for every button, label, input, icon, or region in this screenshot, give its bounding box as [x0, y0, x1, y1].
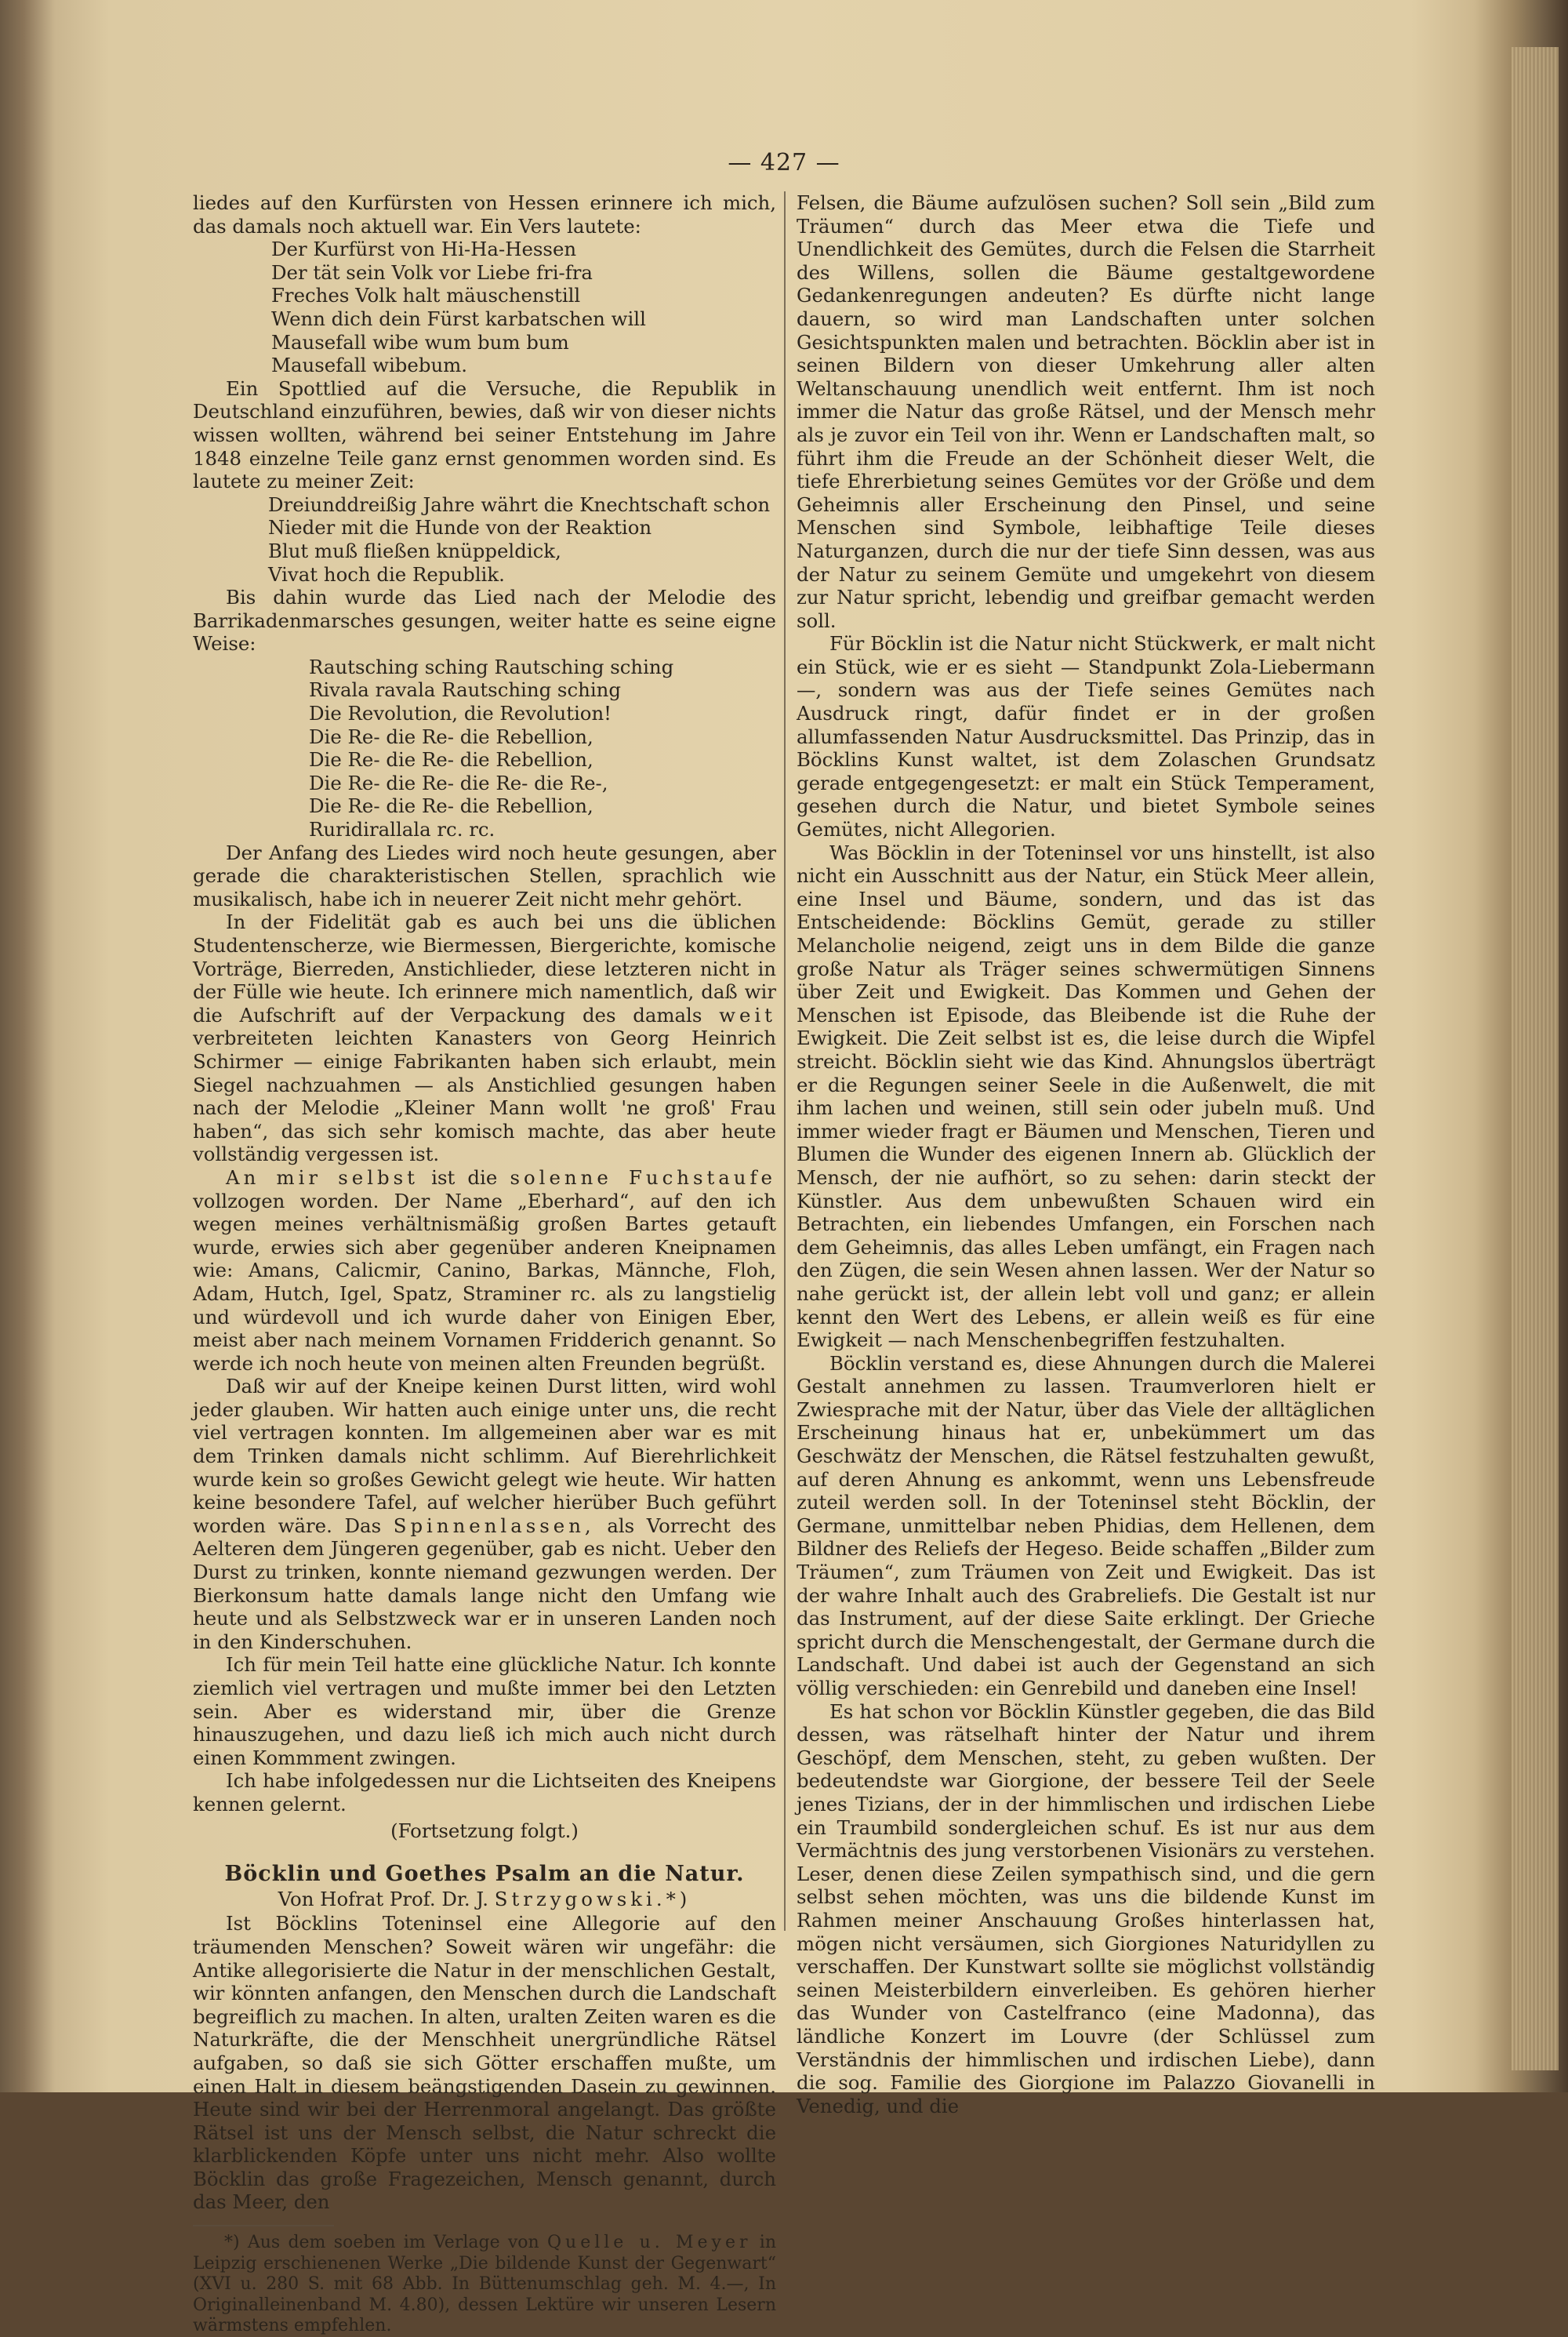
- text-run: vollzogen worden. Der Name „Eberhard“, auf den ich wegen meines verhältnismäßig großen Bartes getauft wurde, erwies sich aber gegenüber anderen Kneipnamen wie: Amans, Calicmir, Canino, Barkas, Männche, Floh, Adam, Hutch, Igel, Spatz, Straminer rc. als zu langstielig und würdevoll und ich wurde daher von Einigen Eber, meist aber nach meinem Vornamen Fridderich genannt. So werde ich noch heute von meinen alten Freunden begrüßt.: [193, 1189, 776, 1375]
- text-run: als Vorrecht des Aelteren dem Jüngeren gegenüber, gab es nicht. Ueber den Durst zu trinken, konnte niemand gezwungen werden. Der Bierkonsum hatte damals lange nicht den Umfang wie heute und als Selbstzweck war er in unseren Landen noch in den Kinderschuhen.: [193, 1514, 776, 1653]
- text-run: In der Fidelität gab es auch bei uns die üblichen Studentenscherze, wie Biermessen, Biergerichte, komische Vorträge, Bierreden, Anstichlieder, diese letzteren nicht in der Fülle wie heute. Ich erinnere mich namentlich, daß wir die Aufschrift auf der Verpackung des damals: [193, 910, 776, 1027]
- verse-line: Wenn dich dein Fürst karbatschen will: [271, 307, 646, 330]
- text-run: verbreiteten leichten Kanasters von Georg Heinrich Schirmer — einige Fabrikanten haben sich erlaubt, mein Siegel nachzuahmen — als Anstichlied gesungen haben nach der Melodie „Kleiner Mann wollt 'ne groß' Frau haben“, das sich sehr komisch machte, das aber heute vollständig vergessen ist.: [193, 1027, 776, 1166]
- footnote-text: [193, 2233, 776, 2337]
- verse-line: Die Re- die Re- die Rebellion,: [309, 794, 593, 818]
- verse-line: Mausefall wibebum.: [271, 354, 468, 377]
- verse-line: Mausefall wibe wum bum bum: [271, 330, 569, 354]
- left-column: [193, 191, 776, 2337]
- verse-line: Freches Volk halt mäuschenstill: [271, 284, 581, 307]
- paragraph: Ist Böcklins Toteninsel eine Allegorie auf den träumenden Menschen? Soweit wären wir ungefähr: die Antike allegorisierte die Natur in der menschlichen Gestalt, wir könnten anfangen, den Menschen durch die Landschaft begreiflich zu machen. In alten, uralten Zeiten waren es die Naturkräfte, die der Menschheit unergründliche Rätsel aufgaben, so daß sie sich Götter erschaffen mußte, um einen Halt in diesem beängstigenden Dasein zu gewinnen. Heute sind wir bei der Herrenmoral angelangt. Das größte Rätsel ist uns der Mensch selbst, die Natur schreckt die klarblickenden Köpfe unter uns nicht mehr. Also wollte Böcklin das große Fragezeichen, Mensch genannt, durch das Meer, den: [193, 1912, 776, 2214]
- spaced-text: Spinnenlassen,: [393, 1514, 595, 1537]
- paragraph: liedes auf den Kurfürsten von Hessen erinnere ich mich, das damals noch aktuell war. Ein Vers lautete:: [193, 191, 776, 238]
- page-number: — 427 —: [728, 149, 840, 176]
- article-title: Böcklin und Goethes Psalm an die Natur.: [224, 1862, 745, 1887]
- book-page-edges: [1512, 47, 1559, 2070]
- article-byline: [193, 1888, 776, 1911]
- verse-rebellion: [193, 656, 776, 841]
- paragraph: Was Böcklin in der Toteninsel vor uns hinstellt, ist also nicht ein Ausschnitt aus der Natur, ein Stück Meer allein, eine Insel und Bäume, sondern, und das ist das Entscheidende: Böcklins Gemüt, gerade zu stiller Melancholie neigend, zeigt uns in dem Bilde die ganze große Natur als Träger seines schwermütigen Sinnens über Zeit und Ewigkeit. Das Kommen und Gehen der Menschen ist Episode, das Bleibende ist die Ruhe der Ewigkeit. Die Zeit selbst ist es, die leise durch die Wipfel streicht. Böcklin sieht wie das Kind. Ahnungslos überträgt er die Regungen seiner Seele in die Außenwelt, die mit ihm lachen und weinen, still sein oder jubeln muß. Und immer wieder fragt er Bäumen und Menschen, Tieren und Blumen die Wunder des eigenen Innern ab. Glücklich der Mensch, der nie aufhört, so zu sehen: darin steckt der Künstler. Aus dem unbewußten Schauen wird ein Betrachten, ein liebendes Umfangen, ein Forschen nach dem Geheimnis, das alles Leben umfängt, ein Fragen nach den Zügen, die sein Wesen ahnen lassen. Wer der Natur so nahe gerückt ist, der allein lebt voll und ganz; er allein kennt den Wert des Lebens, er allein weiß es für eine Ewigkeit — nach Menschenbegriffen festzuhalten.: [797, 841, 1375, 1352]
- paragraph: Ein Spottlied auf die Versuche, die Republik in Deutschland einzuführen, bewies, daß wir von dieser nichts wissen wollten, während bei seiner Entstehung im Jahre 1848 einzelne Teile ganz ernst genommen worden sind. Es lautete zu meiner Zeit:: [193, 376, 776, 493]
- spaced-text: weit: [719, 1003, 776, 1027]
- paragraph: Für Böcklin ist die Natur nicht Stückwerk, er malt nicht ein Stück, wie er es sieht — Standpunkt Zola-Liebermann —, sondern was aus der Tiefe seines Gemütes nach Ausdruck ringt, dafür findet er in der großen allumfassenden Natur Ausdrucksmittel. Das Prinzip, das in Böcklins Kunst waltet, ist dem Zolaschen Grundsatz gerade entgegengesetzt: er malt ein Stück Temperament, gesehen durch die Natur, und bietet Symbole seines Gemütes, nicht Allegorien.: [797, 632, 1375, 841]
- verse-line: Der tät sein Volk vor Liebe fri-fra: [271, 260, 593, 284]
- verse-line: Der Kurfürst von Hi-Ha-Hessen: [271, 238, 577, 261]
- paragraph: Bis dahin wurde das Lied nach der Melodie des Barrikadenmarsches gesungen, weiter hatte es seine eigne Weise:: [193, 586, 776, 656]
- verse-line: Rivala ravala Rautsching sching: [309, 678, 621, 702]
- verse-line: Ruridirallala rc. rc.: [309, 818, 495, 841]
- continued-note: (Fortsetzung folgt.): [390, 1819, 579, 1842]
- paragraph: [193, 1375, 776, 1653]
- verse-republik: [193, 493, 776, 586]
- verse-line: Blut muß fließen knüppeldick,: [268, 539, 561, 562]
- column-divider: [784, 191, 786, 1931]
- verse-line: Dreiunddreißig Jahre währt die Knechtschaft schon: [268, 492, 771, 516]
- paragraph: Der Anfang des Liedes wird noch heute gesungen, aber gerade die charakteristischen Stellen, sprachlich wie musikalisch, habe ich in neuerer Zeit nicht mehr gehört.: [193, 841, 776, 910]
- paragraph: Böcklin verstand es, diese Ahnungen durch die Malerei Gestalt annehmen zu lassen. Traumverloren hielt er Zwiesprache mit der Natur, über das Viele der alltäglichen Erscheinung hinaus hat er, unbekümmert um das Geschwätz der Menschen, die Rätsel festzuhalten gewußt, auf deren Ahnung es ankommt, wenn uns Lebensfreude zuteil werden soll. In der Toteninsel steht Böcklin, der Germane, unmittelbar neben Phidias, dem Hellenen, dem Bildner des Reliefs der Hegeso. Beide schaffen „Bilder zum Träumen“, zum Träumen von Zeit und Ewigkeit. Das ist der wahre Inhalt auch des Grabreliefs. Die Gestalt ist nur das Instrument, auf der diese Saite erklingt. Der Grieche spricht durch die Menschengestalt, der Germane durch die Landschaft. Und dabei ist auch der Gegenstand an sich völlig verschieden: ein Genrebild und daneben eine Insel!: [797, 1351, 1375, 1699]
- verse-line: Nieder mit die Hunde von der Reaktion: [268, 516, 652, 540]
- byline-prefix: Von Hofrat Prof. Dr. J.: [278, 1887, 489, 1910]
- byline-author: Strzygowski.*): [494, 1887, 691, 1910]
- text-run: *) Aus dem soeben im Verlage von: [224, 2233, 539, 2253]
- text-run: Daß wir auf der Kneipe keinen Durst litten, wird wohl jeder glauben. Wir hatten auch einige unter uns, die recht viel vertragen konnten. Im allgemeinen aber war es mit dem Trinken damals nicht schlimm. Auf Bierehrlichkeit wurde kein so großes Gewicht gelegt wie heute. Wir hatten keine besondere Tafel, auf welcher hierüber Buch geführt worden wäre. Das: [193, 1375, 776, 1537]
- spaced-text: An mir selbst: [226, 1165, 419, 1189]
- paragraph: Ich für mein Teil hatte eine glückliche Natur. Ich konnte ziemlich viel vertragen und mußte immer bei den Letzten sein. Aber es widerstand mir, über die Grenze hinauszugehen, und dazu ließ ich mich auch nicht durch einen Kommment zwingen.: [193, 1653, 776, 1769]
- verse-line: Rautsching sching Rautsching sching: [309, 655, 674, 678]
- verse-kurfuerst: [193, 238, 776, 377]
- paragraph: Felsen, die Bäume aufzulösen suchen? Soll sein „Bild zum Träumen“ durch das Meer etwa die Tiefe und Unendlichkeit des Gemütes, durch die Felsen die Starrheit des Willens, sollen die Bäume gestaltgewordene Gedankenregungen andeuten? Es dürfte nicht lange dauern, so wird man Landschaften unter solchen Gesichtspunkten malen und betrachten. Böcklin aber ist in seinen Bildern von dieser Umkehrung aller alten Weltanschauung unendlich weit entfernt. Ihm ist noch immer die Natur das große Rätsel, und der Mensch mehr als je zuvor ein Teil von ihr. Wenn er Landschaften malt, so führt ihm die Freude an der Schönheit dieser Welt, die tiefe Ehrerbietung seines Gemütes vor der Größe und dem Geheimnis aller Erscheinung den Pinsel, und seine Menschen sind Symbole, leibhaftige Teile dieses Naturganzen, durch die nur der tiefe Sinn dessen, was aus der Natur zu seinem Gemüte und umgekehrt von diesem zur Natur spricht, lebendig und greifbar gemacht werden soll.: [797, 191, 1375, 632]
- paragraph: Ich habe infolgedessen nur die Lichtseiten des Kneipens kennen gelernt.: [193, 1769, 776, 1815]
- footnote: [193, 2233, 776, 2337]
- paragraph: [193, 910, 776, 1166]
- text-run: in Leipzig erschienenen Werke „Die bildende Kunst der Gegenwart“ (XVI u. 280 S. mit 68 Abb. In Büttenumschlag geh. M. 4.—, In Originalleinenband M. 4.80), dessen Lektüre wir unseren Lesern wärmstens empfehlen.: [193, 2233, 776, 2336]
- verse-line: Die Revolution, die Revolution!: [309, 702, 612, 725]
- paragraph: Es hat schon vor Böcklin Künstler gegeben, die das Bild dessen, was rätselhaft hinter der Natur und ihrem Geschöpf, dem Menschen, steht, zu geben wußten. Der bedeutendste war Giorgione, der bessere Teil der Seele jenes Tizians, der in der himmlischen und irdischen Liebe ein Traumbild sondergleichen schuf. Es ist nur aus dem Vermächtnis des jung verstorbenen Visionärs zu verstehen. Leser, denen diese Zeilen sympathisch sind, und die gern selbst sehen möchten, was uns die bildende Kunst im Rahmen meiner Anschauung Großes hinterlassen hat, mögen nicht versäumen, sich Giorgiones Naturidyllen zu verschaffen. Der Kunstwart sollte sie möglichst vollständig seinen Meisterbildern einverleiben. Es gehören hierher das Wunder von Castelfranco (eine Madonna), das ländliche Konzert im Louvre (der Schlüssel zum Verständnis der himmlischen und irdischen Liebe), dann die sog. Familie des Giorgione im Palazzo Giovanelli in Venedig, und die: [797, 1699, 1375, 2117]
- text-run: ist die: [431, 1165, 498, 1189]
- verse-line: Die Re- die Re- die Re- die Re-,: [309, 771, 608, 794]
- verse-line: Vivat hoch die Republik.: [268, 562, 505, 586]
- verse-line: Die Re- die Re- die Rebellion,: [309, 748, 593, 772]
- verse-line: Die Re- die Re- die Rebellion,: [309, 725, 593, 748]
- paragraph: [193, 1166, 776, 1375]
- spaced-text: solenne Fuchstaufe: [510, 1165, 776, 1189]
- right-column: [797, 191, 1375, 2117]
- spaced-text: Quelle u. Meyer: [546, 2233, 752, 2253]
- footnote-divider: [193, 2225, 334, 2226]
